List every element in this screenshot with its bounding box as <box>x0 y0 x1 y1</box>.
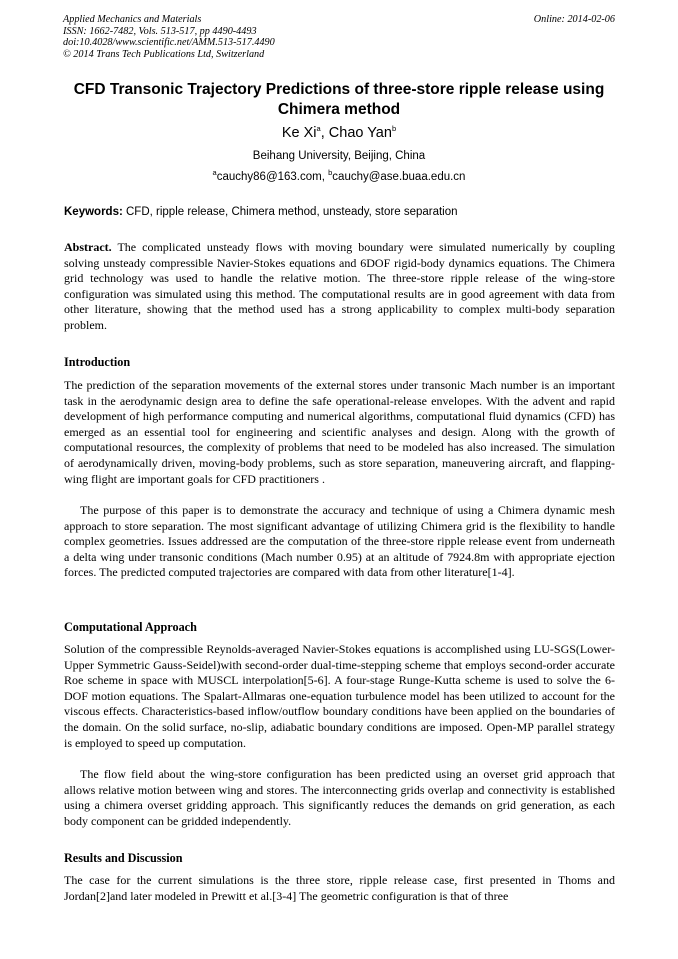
author-affiliation-mark: a <box>316 124 321 134</box>
email-address: cauchy@ase.buaa.edu.cn <box>332 171 466 183</box>
abstract-label: Abstract. <box>64 240 112 254</box>
email-line <box>50 170 628 185</box>
email-address: cauchy86@163.com, <box>216 171 329 183</box>
author-name: Ke Xi <box>281 125 317 141</box>
author-name: Chao Yan <box>328 125 392 141</box>
author-affiliation-mark: b <box>391 124 397 134</box>
title-line-1: CFD Transonic Trajectory Predictions of three-store ripple release using <box>73 81 605 98</box>
paragraph: The prediction of the separation movements of the external stores under transonic Mach number is an important task in the aerodynamic design area to define the safe operational-release envelopes. With the advent and rapid development of high performance computing and numerical algorithms, computational fluid dynamics (CFD) has emerged as an essential tool for engineering and scientific analyses and design. Along with the growth of computational resources, the complexity of problems that need to be modeled has also increased. The simulation of aerodynamically driven, moving-body problems, such as store separation, maneuvering aircraft, and flapping-wing flight are important goals for CFD practitioners . <box>64 378 615 486</box>
journal-header <box>63 14 615 60</box>
author-separator: , <box>320 125 329 141</box>
keywords-label: Keywords: <box>64 206 123 218</box>
journal-name: Applied Mechanics and Materials <box>63 14 202 25</box>
paper-title <box>50 80 628 120</box>
section-heading-introduction: Introduction <box>64 355 131 369</box>
abstract <box>64 240 615 334</box>
abstract-text: The complicated unsteady flows with moving boundary were simulated numerically by coupling solving unsteady compressible Navier-Stokes equations and 6DOF rigid-body dynamics equations. The Chimera grid technology was used to handle the relative motion. The three-store ripple release of the wing-store configuration was simulated using this method. The computational results are in good agreement with data from other literature, showing that the method used has a strong applicability to complex multi-body separation problem. <box>64 240 615 332</box>
issn-line: ISSN: 1662-7482, Vols. 513-517, pp 4490-4493 <box>63 25 257 37</box>
title-line-2: Chimera method <box>277 101 401 118</box>
paragraph: Solution of the compressible Reynolds-averaged Navier-Stokes equations is accomplished using LU-SGS(Lower-Upper Symmetric Gauss-Seidel)with second-order dual-time-stepping scheme that employs second-order accurate Roe scheme in space with MUSCL interpolation[5-6]. A four-stage Runge-Kutta scheme is used to solve the 6-DOF motion equations. The Spalart-Allmaras one-equation turbulence model has been utilized to account for the viscous effects. Characteristics-based inflow/outflow boundary conditions have been applied on the boundaries of the domain. On the solid surface, no-slip, adiabatic boundary conditions are imposed. Open-MP parallel strategy is employed to speed up computation. <box>64 642 615 750</box>
author-list <box>50 124 628 142</box>
email-mark: b <box>328 168 333 178</box>
online-date: Online: 2014-02-06 <box>533 14 615 25</box>
section-heading-computational-approach: Computational Approach <box>64 620 197 634</box>
keywords <box>64 205 615 220</box>
keywords-text: CFD, ripple release, Chimera method, unsteady, store separation <box>122 206 458 218</box>
paragraph: The flow field about the wing-store configuration has been predicted using an overset grid approach that allows relative motion between wing and stores. The interconnecting grids overlap and connectivity is established using a chimera overset gridding approach. This significantly reduces the demands on grid generation, as each body component can be gridded independently. <box>64 767 615 828</box>
affiliation: Beihang University, Beijing, China <box>252 150 426 162</box>
paragraph: The case for the current simulations is the three store, ripple release case, first presented in Thoms and Jordan[2]and later modeled in Prewitt et al.[3-4] The geometric configuration is that of three <box>64 873 615 903</box>
paragraph: The purpose of this paper is to demonstrate the accuracy and technique of using a Chimera dynamic mesh approach to store separation. The most significant advantage of utilizing Chimera grid is the flexibility to handle complex geometries. Issues addressed are the computation of the three-store ripple release event from underneath a delta wing under transonic conditions (Mach number 0.95) at an altitude of 7924.8m with appropriate ejection forces. The predicted computed trajectories are compared with data from other literature[1-4]. <box>64 503 615 580</box>
email-mark: a <box>212 168 217 178</box>
doi-line: doi:10.4028/www.scientific.net/AMM.513-517.4490 <box>63 37 275 49</box>
section-heading-results: Results and Discussion <box>64 851 183 865</box>
copyright-line: © 2014 Trans Tech Publications Ltd, Switzerland <box>63 48 265 60</box>
